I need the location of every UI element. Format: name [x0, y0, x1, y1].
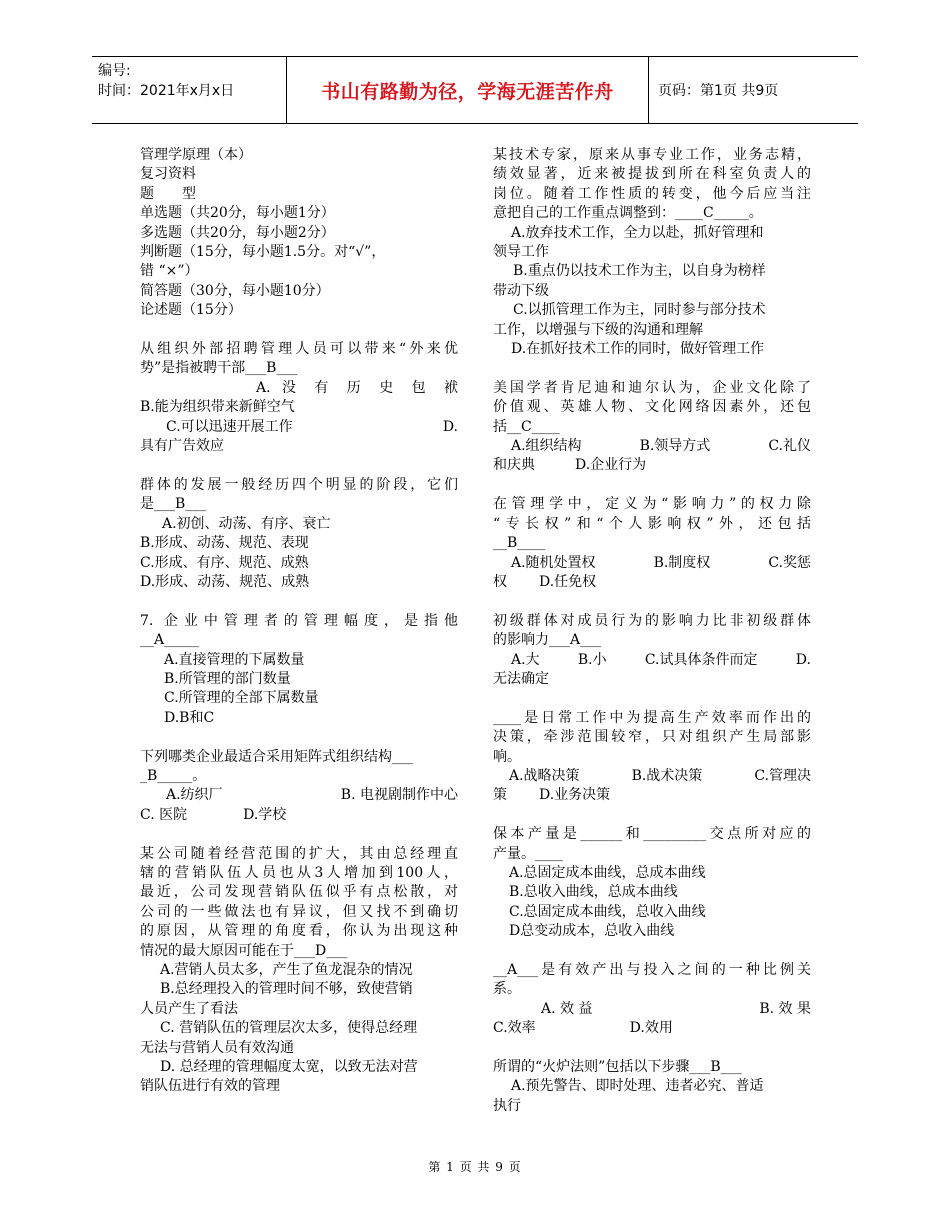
option-d: D.在抓好技术工作的同时，做好管理工作 — [511, 341, 765, 358]
option-d-text: 无法确定 — [493, 670, 549, 687]
question — [140, 845, 458, 1097]
question-text: 美国学者肯尼迪和迪尔认为，企业文化除了 — [493, 379, 811, 396]
left-column — [140, 146, 458, 1097]
option-a: A.初创、动荡、有序、衰亡 — [162, 515, 331, 532]
question-text: 从组织外部招聘管理人员可以带来“外来优 — [140, 341, 458, 358]
question-text: __A___是有效产出与投入之间的一种比例关 — [493, 961, 811, 978]
option-d: D. 总经理的管理幅度太宽，以致无法对营 — [160, 1059, 418, 1076]
question — [493, 709, 811, 806]
question — [493, 146, 811, 359]
question-text: 绩效显著，近来被提拔到所在科室负责人的 — [493, 166, 811, 183]
header-motto: 书山有路勤为径，学海无涯苦作舟 — [321, 81, 614, 103]
option-d: D.形成、动荡、规范、成熟 — [140, 573, 310, 590]
type-item: 论述题（15分） — [140, 302, 242, 319]
option-b: B.能为组织带来新鲜空气 — [140, 399, 295, 416]
question-text: __A_____ — [140, 632, 200, 649]
option-d: D.企业行为 — [575, 457, 647, 474]
question-text: 最近，公司发现营销队伍似乎有点松散，对 — [140, 884, 458, 901]
question-text: 响。 — [493, 748, 521, 765]
option-a: A.纺织厂 — [166, 787, 223, 804]
question-text: 公司的一些做法也有异议，但又找不到确切 — [140, 903, 458, 920]
option-d: D.任免权 — [539, 573, 597, 590]
question-text: 所谓的“火炉法则”包括以下步骤___B___ — [493, 1058, 742, 1075]
option-c-cont: 无法与营销人员有效沟通 — [140, 1039, 294, 1056]
question-text: 辖的营销队伍人员也从3人增加到100人， — [140, 864, 458, 881]
question — [140, 748, 458, 826]
question-text: 意把自己的工作重点调整到：____C_____。 — [493, 205, 763, 222]
question-text: 某公司随着经营范围的扩大，其由总经理直 — [140, 845, 458, 862]
option-d: D.业务决策 — [539, 787, 611, 804]
type-item: 错 “×”） — [140, 263, 199, 280]
question — [140, 612, 458, 728]
question — [493, 612, 811, 690]
option-c: C.奖惩 — [768, 554, 811, 571]
question-text: 括__C____ — [493, 418, 560, 435]
option-c-cont: 策 — [493, 787, 507, 804]
question-text: 势”是指被聘干部___B___ — [140, 360, 298, 377]
page-label: 页码：第1页 共9页 — [658, 83, 779, 99]
option-c: C.效率 — [493, 1020, 536, 1037]
option-a-cont: 执行 — [493, 1097, 521, 1114]
option-d: D.效用 — [629, 1020, 673, 1037]
option-c-cont: 权 — [493, 573, 507, 590]
types-heading: 题 型 — [140, 185, 196, 202]
page-header — [92, 56, 858, 124]
option-c: C.试具体条件而定 — [644, 651, 758, 668]
option-a: A. 效 益 — [541, 1000, 593, 1017]
option-a: A.放弃技术工作，全力以赴，抓好管理和 — [511, 224, 764, 241]
option-c: C.以抓管理工作为主，同时参与部分技术 — [513, 302, 766, 319]
option-c-cont: 和庆典 — [493, 457, 535, 474]
question-text: 7. 企业中管理者的管理幅度，是指他 — [140, 612, 458, 629]
type-item: 简答题（30分，每小题10分） — [140, 282, 330, 299]
question-text: 初级群体对成员行为的影响力比非初级群体 — [493, 612, 811, 629]
option-d-cont: 销队伍进行有效的管理 — [140, 1078, 280, 1095]
question-text: 的原因，从管理的角度看，你认为出现这种 — [140, 923, 458, 940]
type-item: 判断题（15分，每小题1.5分。对“√”， — [140, 244, 386, 261]
question-text: 岗位。随着工作性质的转变，他今后应当注 — [493, 185, 811, 202]
question — [493, 961, 811, 1039]
question-text: 系。 — [493, 981, 521, 998]
question-text: __B____ — [493, 535, 546, 552]
subtitle: 复习资料 — [140, 166, 196, 183]
option-d: D.学校 — [243, 806, 287, 823]
question — [493, 1058, 811, 1116]
question — [140, 340, 458, 456]
option-c-cont: 工作，以增强与下级的沟通和理解 — [493, 321, 703, 338]
option-b: B.战术决策 — [631, 767, 703, 784]
option-a: A.营销人员太多，产生了鱼龙混杂的情况 — [160, 961, 413, 978]
time-label: 时间：2021年x月x日 — [98, 83, 235, 99]
option-c: C.可以迅速开展工作 — [166, 418, 293, 435]
question — [493, 379, 811, 476]
option-b: B. 电视剧制作中心 — [340, 787, 458, 804]
question-text: ____是日常工作中为提高生产效率而作出的 — [493, 709, 811, 726]
option-b: B.制度权 — [653, 554, 711, 571]
question-text: 是___B___ — [140, 496, 207, 513]
option-a-cont: 领导工作 — [493, 244, 549, 261]
option-a: A. 没 有 历 史 包 袱 — [256, 379, 458, 396]
header-divider — [648, 57, 649, 123]
question-text: 价值观、英雄人物、文化网络因素外，还包 — [493, 399, 811, 416]
question-text: “专长权”和“个人影响权”外，还包括 — [493, 515, 811, 532]
number-label: 编号: — [98, 63, 131, 79]
option-d: D.B和C — [164, 709, 215, 726]
option-b: B.所管理的部门数量 — [164, 670, 291, 687]
question-text: 下列哪类企业最适合采用矩阵式组织结构___ — [140, 748, 413, 765]
option-c: C.总固定成本曲线，总收入曲线 — [509, 903, 706, 920]
option-b-cont: 带动下级 — [493, 282, 549, 299]
question-text: 某技术专家，原来从事专业工作，业务志精， — [493, 147, 811, 163]
option-c: C.管理决 — [754, 767, 811, 784]
option-b: B. 效 果 — [759, 1000, 811, 1017]
option-a: A.随机处置权 — [511, 554, 596, 571]
option-c: C. 医院 — [140, 806, 188, 823]
option-a: A.大 — [511, 651, 540, 668]
option-b: B.总经理投入的管理时间不够，致使营销 — [160, 981, 413, 998]
option-d: D总变动成本，总收入曲线 — [509, 923, 675, 940]
option-a: A.预先警告、即时处理、违者必究、普适 — [511, 1078, 764, 1095]
option-c: C. 营销队伍的管理层次太多，使得总经理 — [160, 1020, 418, 1037]
question-text: 产量。____ — [493, 845, 563, 862]
option-a: A.组织结构 — [511, 438, 582, 455]
question — [493, 825, 811, 941]
page-footer: 第 1 页 共 9 页 — [428, 1160, 522, 1174]
type-item: 多选题（共20分，每小题2分） — [140, 224, 335, 241]
option-d: D. — [795, 651, 811, 668]
question-text: _B_____。 — [140, 767, 207, 784]
option-b: B.总收入曲线，总成本曲线 — [509, 884, 678, 901]
header-info — [98, 61, 234, 101]
option-c: C.所管理的全部下属数量 — [164, 690, 319, 707]
option-b: B.重点仍以技术工作为主，以自身为榜样 — [513, 263, 766, 280]
question-text: 决策，牵涉范围较窄，只对组织产生局部影 — [493, 729, 811, 746]
question-text: 的影响力___A___ — [493, 632, 602, 649]
option-c: C.礼仪 — [768, 438, 811, 455]
question-text: 在管理学中，定义为“影响力”的权力除 — [493, 496, 811, 513]
question-text: 情况的最大原因可能在于___D___ — [140, 942, 348, 959]
option-b: B.领导方式 — [639, 438, 711, 455]
option-a: A.直接管理的下属数量 — [164, 651, 305, 668]
question — [493, 495, 811, 592]
course-title: 管理学原理（本） — [140, 147, 252, 163]
option-d-text: 具有广告效应 — [140, 438, 224, 455]
question — [140, 476, 458, 592]
question-text: 群体的发展一般经历四个明显的阶段，它们 — [140, 476, 458, 493]
option-d: D. — [442, 418, 458, 435]
option-b: B.形成、动荡、规范、表现 — [140, 535, 309, 552]
option-b: B.小 — [577, 651, 607, 668]
option-a: A.战略决策 — [509, 767, 580, 784]
option-a: A.总固定成本曲线，总成本曲线 — [509, 864, 706, 881]
right-column — [493, 146, 811, 1116]
question-text: 保本产量是______和_________交点所对应的 — [493, 826, 811, 843]
option-c: C.形成、有序、规范、成熟 — [140, 554, 309, 571]
option-b-cont: 人员产生了看法 — [140, 1000, 238, 1017]
type-item: 单选题（共20分，每小题1分） — [140, 205, 335, 222]
